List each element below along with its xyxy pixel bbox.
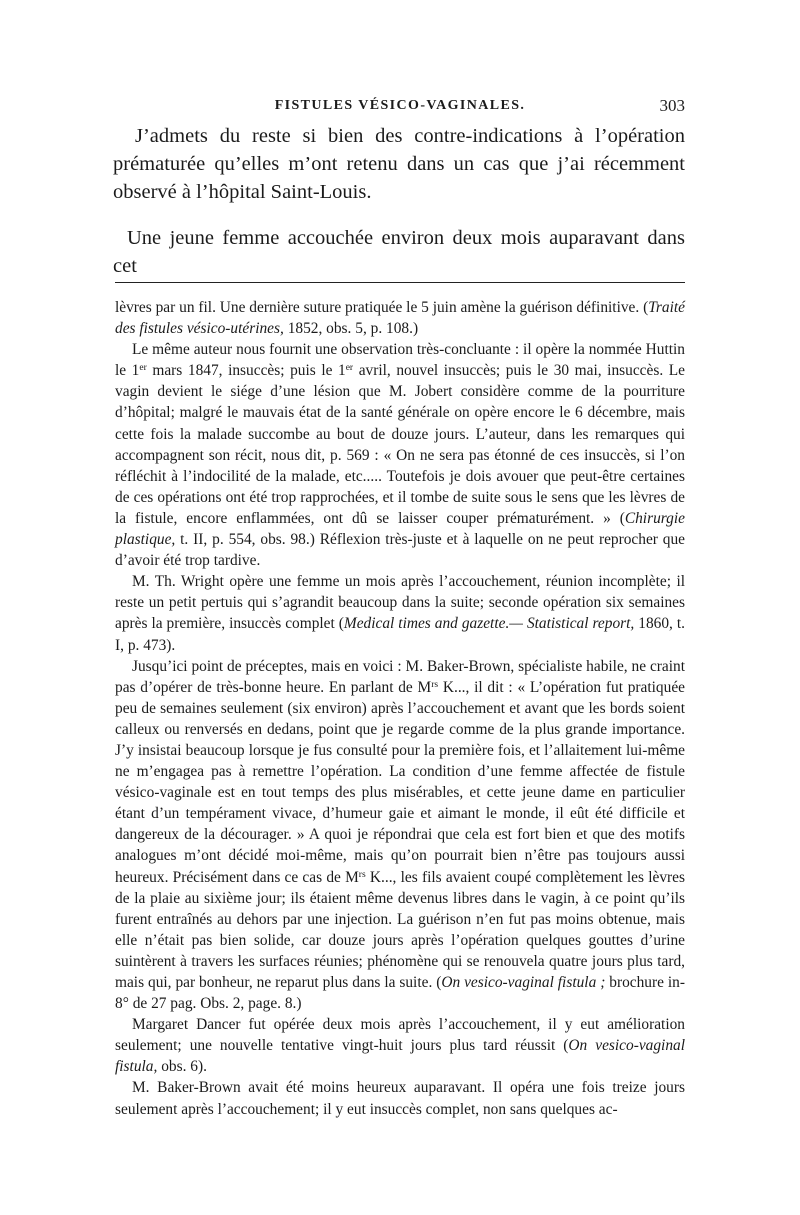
footnote-paragraph [115, 656, 685, 1015]
title-superscript: rs [358, 868, 366, 880]
ordinal-superscript: er [139, 362, 147, 374]
footnote-paragraph [115, 571, 685, 655]
running-head-title: FISTULES VÉSICO-VAGINALES. [274, 98, 526, 113]
main-paragraph: J’admets du reste si bien des contre-indications à l’opération prématurée qu’elles m’ont retenu dans un cas que j’ai récemment observé à l’hôpital Saint-Louis. [113, 125, 685, 203]
main-paragraph: Une jeune femme accouchée environ deux mois auparavant dans cet [113, 227, 685, 277]
footnotes [115, 297, 685, 1120]
note-text: avril, nouvel insuccès; puis le 30 mai, insuccès. Le vagin devient le siége d’une lésion que M. Jobert considère comme de la pourriture d’hôpital; malgré le mauvais état de la santé générale on opère encore le 6 décembre, mais cette fois la malade succombe au bout de douze jours. L’auteur, dans les remarques qui accompagnent son récit, nous dit, p. 569 : « On ne sera pas étonné de ces insuccès, si l’on réfléchit à l’indocilité de la malade, etc..... Toutefois je dois avouer que peut-être certaines de ces opérations ont été trop rapprochées, et il tombe de suite sous le sens que les lèvres de la fistule, encore enflammées, ont dû se laisser couper prématurément. » ( [115, 362, 685, 527]
citation-title: On vesico-vaginal fistula ; [441, 974, 606, 991]
note-text: M. Th. Wright opère une femme un mois après l’accouchement, réunion incomplète; il reste un petit pertuis qui s’agrandit beaucoup dans la suite; seconde opération six semaines après la première, insuccès complet ( [115, 573, 685, 633]
citation-title: On vesico-vaginal fistula, [115, 1037, 685, 1076]
footnote-paragraph [115, 1077, 685, 1119]
title-superscript: rs [431, 678, 439, 690]
note-text: brochure in-8° de 27 pag. Obs. 2, page. 8.) [115, 974, 685, 1013]
note-text: t. II, p. 554, obs. 98.) Réflexion très-juste et à laquelle on ne peut reprocher que d’avoir été trop tardive. [115, 531, 685, 570]
citation-title: Traité des fistules vésico-utérines, [115, 299, 685, 338]
ordinal-superscript: er [345, 362, 354, 374]
footnote-paragraph [115, 297, 685, 339]
citation-title: Medical times and gazette.— Statistical report, [343, 615, 635, 633]
footnote-separator [115, 282, 685, 283]
note-text: mars 1847, insuccès; puis le 1 [146, 362, 346, 380]
note-text: lèvres par un fil. Une dernière suture pratiquée le 5 juin amène la guérison définitive. ( [115, 299, 649, 316]
note-text: Jusqu’ici point de préceptes, mais en voici : M. Baker-Brown, spécialiste habile, ne craint pas d’opérer de très-bonne heure. En parlant de M [115, 657, 685, 696]
note-text: Margaret Dancer fut opérée deux mois après l’accouchement, il y eut amélioration seulement; une nouvelle tentative vingt-huit jours plus tard réussit ( [115, 1016, 685, 1055]
footnote-paragraph [115, 1014, 685, 1077]
note-text: Le même auteur nous fournit une observation très-concluante : il opère la nommée Huttin le 1 [115, 341, 685, 380]
note-text: obs. 6). [157, 1058, 207, 1076]
footnote-paragraph [115, 339, 685, 571]
running-head [115, 98, 685, 120]
note-text: M. Baker-Brown avait été moins heureux auparavant. Il opéra une fois treize jours seulement après l’accouchement; il y eut insuccès complet, non sans quelques ac- [115, 1079, 685, 1118]
note-text: 1860, t. I, p. 473). [115, 615, 685, 654]
note-text: K..., les fils avaient coupé complètement les lèvres de la plaie au sixième jour; ils étaient même devenus libres dans le vagin, à ce point qu’ils furent entraînés au dehors par une injection. La guérison n’en fut pas moins obtenue, mais elle n’était pas bien solide, car douze jours après l’opération quelques gouttes d’urine suintèrent à travers les surfaces réunies; phénomène qui se renouvela quatre jours plus tard, mais qui, par bonheur, ne reparut plus dans la suite. ( [115, 868, 685, 991]
note-text: 1852, obs. 5, p. 108.) [283, 320, 419, 338]
note-text: K..., il dit : « L’opération fut pratiquée peu de semaines seulement (six environ) après l’accouchement et avant que les bords soient calleux ou renversés en dedans, point que je regarde comme de la plus grande importance. J’y insistai beaucoup lorsque je fus consulté pour la première fois, et l’allaitement lui-même ne m’engagea pas à remettre l’opération. La condition d’une femme affectée de fistule vésico-vaginale est en tout temps des plus misérables, et cette jeune dame en particulier étant d’un tempérament vivace, d’humeur gaie et aimant le monde, il eût été difficile et dangereux de la décourager. » A quoi je répondrai que cela est fort bien et que des motifs analogues m’ont décidé moi-même, mais qu’on pourrait bien n’être pas toujours aussi heureux. Précisément dans ce cas de M [115, 678, 685, 886]
citation-title: Chirurgie plastique, [115, 509, 685, 549]
page-number: 303 [659, 96, 685, 115]
main-text [113, 122, 685, 280]
